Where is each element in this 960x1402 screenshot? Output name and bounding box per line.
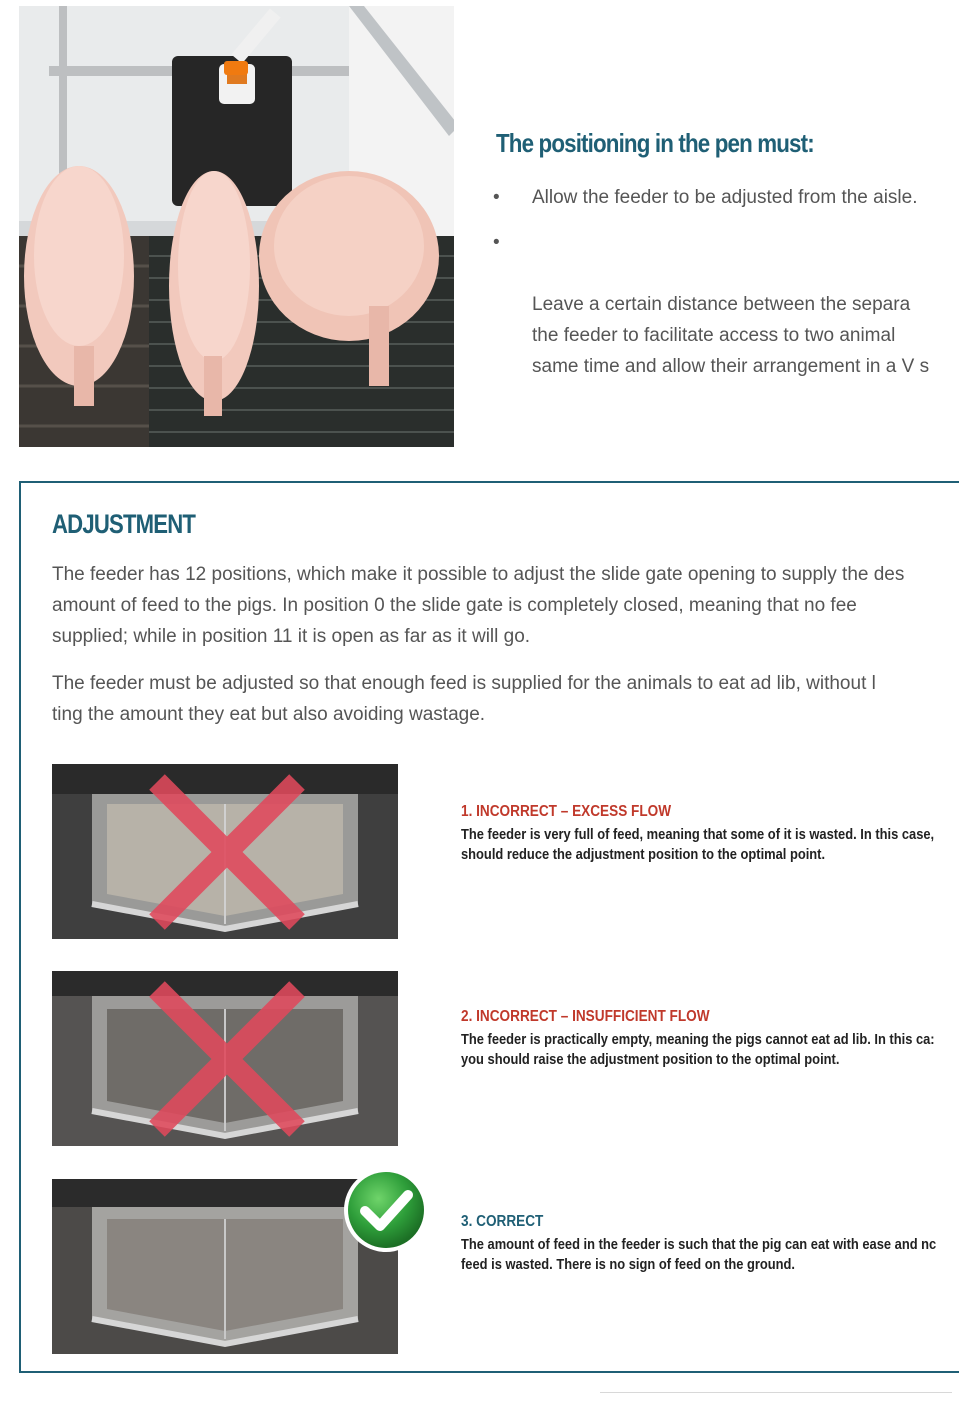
bullet-text: Leave a certain distance between the separa the feeder to facilitate access to two animal same time and allow their arrangement in a V s — [532, 294, 930, 377]
adjustment-panel — [19, 481, 959, 1373]
insufficient-flow-feeder-photo — [52, 971, 398, 1146]
bullet-marker: • — [493, 232, 500, 253]
case-description: The feeder is very full of feed, meaning that some of it is wasted. In this case, should reduce the adjustment position to the optimal point. — [461, 826, 935, 863]
bullet-text: Allow the feeder to be adjusted from the aisle. — [532, 187, 918, 208]
case-heading: 3. CORRECT — [461, 1213, 544, 1230]
adjustment-title: ADJUSTMENT — [52, 509, 196, 539]
bullet-marker: • — [493, 187, 500, 208]
case-heading: 1. INCORRECT – EXCESS FLOW — [461, 803, 672, 820]
case-description: The amount of feed in the feeder is such that the pig can eat with ease and nc feed is wasted. There is no sign of feed on the ground. — [461, 1236, 937, 1273]
positioning-bullet-list — [490, 182, 960, 396]
case-excess-flow — [461, 803, 959, 865]
case-correct — [461, 1213, 959, 1275]
green-check-icon — [341, 1165, 431, 1255]
adjustment-paragraph-1: The feeder has 12 positions, which make it possible to adjust the slide gate opening to supply the des amount of feed to the pigs. In position 0 the slide gate is completely closed, meaning that no fee supplied; while in position 11 it is open as far as it will go. — [52, 564, 905, 647]
adjustment-paragraph-2: The feeder must be adjusted so that enough feed is supplied for the animals to eat ad lib, without l ting the amount they eat but also avoiding wastage. — [52, 673, 876, 725]
page-bottom-divider — [600, 1392, 952, 1393]
positioning-title: The positioning in the pen must: — [496, 128, 814, 158]
case-heading: 2. INCORRECT – INSUFFICIENT FLOW — [461, 1008, 710, 1025]
case-insufficient-flow — [461, 1008, 959, 1070]
case-description: The feeder is practically empty, meaning the pigs cannot eat ad lib. In this ca: you should raise the adjustment position to the optimal point. — [461, 1031, 935, 1068]
excess-flow-feeder-photo — [52, 764, 398, 939]
bullet-item — [490, 182, 960, 213]
bullet-item — [490, 227, 960, 382]
pigs-at-feeder-photo — [19, 6, 454, 447]
